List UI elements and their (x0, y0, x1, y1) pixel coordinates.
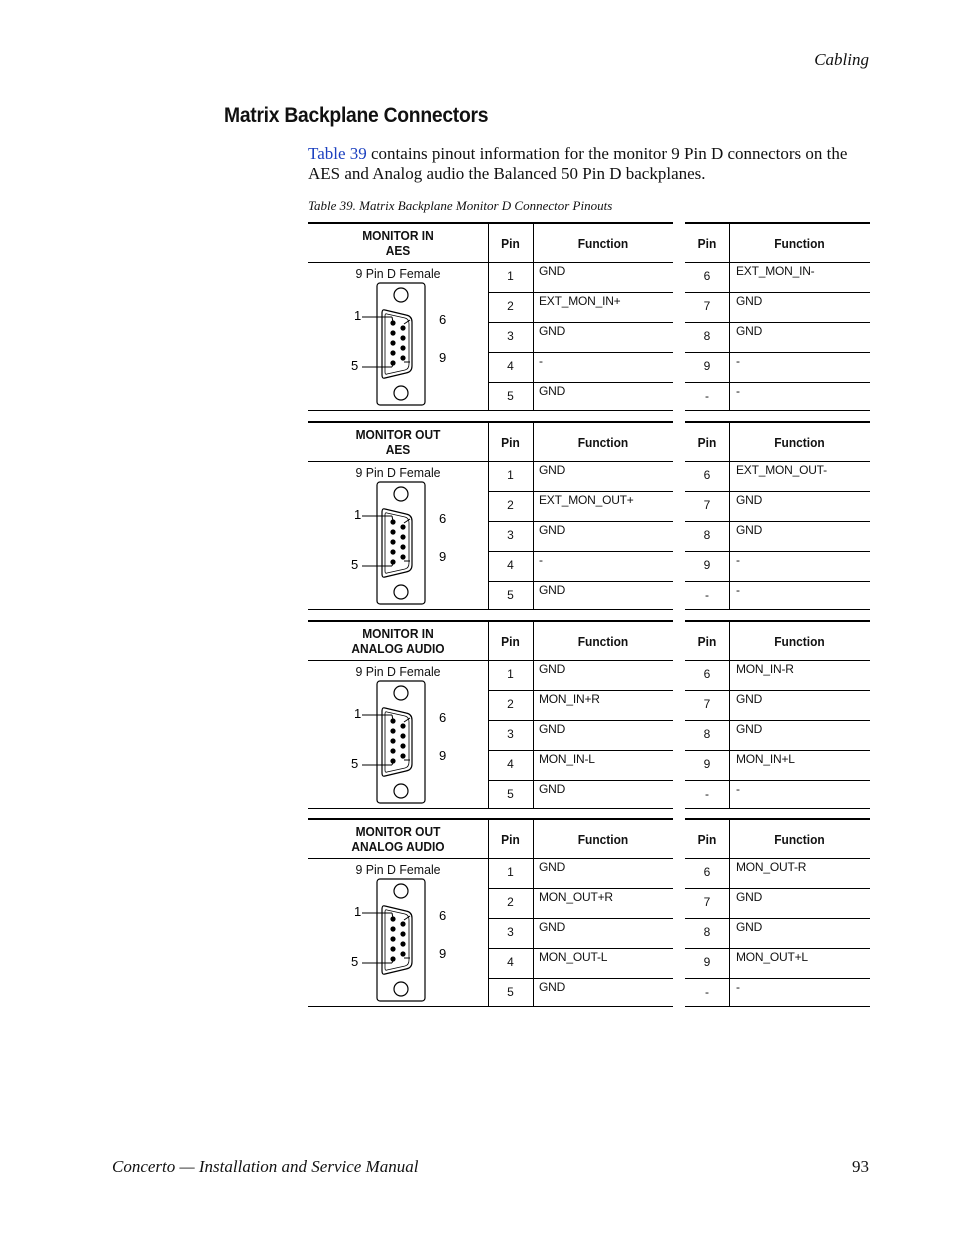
pin-dot-9 (400, 554, 405, 559)
table-header-row (308, 820, 673, 859)
table-header-row (685, 224, 870, 263)
pin-number-label: 6 (439, 908, 447, 923)
pin-number: 1 (507, 865, 514, 879)
pin-function: GND (539, 583, 566, 597)
connector-title-line1: MONITOR OUT (355, 427, 441, 442)
section-heading: Matrix Backplane Connectors (224, 104, 489, 127)
pin-number: 7 (703, 498, 711, 512)
pin-number: 5 (507, 985, 514, 999)
table-row (488, 751, 673, 781)
pin-function: GND (736, 722, 763, 736)
pin-number: - (705, 389, 709, 403)
table-row (685, 353, 870, 383)
connector-type-label: 9 Pin D Female (355, 664, 441, 679)
pin-number-label: 6 (439, 312, 447, 327)
connector-shell (377, 482, 425, 604)
connector-title-line1: MONITOR IN (362, 228, 434, 243)
pin-number-label: 1 (354, 507, 362, 522)
pin-number: - (705, 787, 709, 801)
pinout-table-right (685, 421, 870, 610)
pin-number-label: 5 (351, 954, 359, 969)
pinout-block (308, 818, 870, 1007)
pin-function: GND (539, 324, 566, 338)
pin-number: 6 (703, 468, 711, 482)
pin-number: 3 (507, 925, 514, 939)
pin-function: GND (539, 463, 566, 477)
table-row (685, 582, 870, 611)
pinout-block (308, 421, 870, 610)
pin-number: 5 (507, 787, 514, 801)
pin-column-header: Pin (501, 235, 520, 251)
pin-dot-7 (400, 335, 405, 340)
pin-function: GND (736, 493, 763, 507)
pin-number: 7 (703, 299, 711, 313)
mounting-hole-top (394, 686, 408, 700)
pin-function: - (736, 553, 740, 567)
pin-number: 2 (507, 697, 514, 711)
table-row (685, 552, 870, 582)
table-row (488, 859, 673, 889)
table-header-row (308, 224, 673, 263)
table-header-row (685, 423, 870, 462)
pin-number: 8 (703, 727, 711, 741)
pin-function: MON_OUT-L (539, 950, 608, 964)
pin-number: 1 (507, 269, 514, 283)
pin-number: 1 (507, 667, 514, 681)
pin-number: 9 (703, 955, 711, 969)
table-header-row (308, 622, 673, 661)
pin-function: - (736, 782, 740, 796)
pin-function: GND (539, 722, 566, 736)
table-row (488, 582, 673, 611)
pin-column-header: Pin (501, 831, 520, 847)
pin-number: 3 (507, 528, 514, 542)
connector-title (315, 622, 481, 660)
connector-title-line1: MONITOR IN (362, 626, 434, 641)
table-row (685, 492, 870, 522)
pin-number: 2 (507, 895, 514, 909)
pin-number-label: 6 (439, 710, 447, 725)
table-row (685, 751, 870, 781)
table-row (685, 919, 870, 949)
pin-number-label: 1 (354, 706, 362, 721)
connector-title-line1: MONITOR OUT (355, 824, 441, 839)
table-caption: Table 39. Matrix Backplane Monitor D Connector Pinouts (308, 198, 613, 213)
pin-number: - (705, 985, 709, 999)
table-row (488, 492, 673, 522)
pin-dot-3 (390, 539, 395, 544)
pin-function: MON_IN+R (539, 692, 600, 706)
function-column-header: Function (577, 831, 629, 847)
table-row (488, 721, 673, 751)
function-column-header: Function (774, 831, 825, 847)
pinout-table-left (308, 620, 673, 809)
pin-number: 7 (703, 895, 711, 909)
mounting-hole-bottom (394, 585, 408, 599)
connector-title-line2: ANALOG AUDIO (351, 839, 445, 854)
connector-shell (377, 283, 425, 405)
pin-number-label: 9 (439, 946, 447, 961)
pin-dot-7 (400, 534, 405, 539)
table-row (488, 949, 673, 979)
pin-dot-8 (400, 743, 405, 748)
pin-dot-9 (400, 951, 405, 956)
table-row (488, 889, 673, 919)
pin-number: 2 (507, 299, 514, 313)
pin-number: 8 (703, 925, 711, 939)
pin-column-header: Pin (697, 633, 717, 649)
pin-number: 6 (703, 269, 711, 283)
table-row (685, 889, 870, 919)
pin-number-label: 5 (351, 358, 359, 373)
connector-shell (377, 681, 425, 803)
intro-text: contains pinout information for the monitor 9 Pin D connectors on the AES and Analog audio the Balanced 50 Pin D backplanes. (308, 144, 848, 183)
table-row (488, 323, 673, 353)
pin-number: 4 (507, 359, 514, 373)
pin-number: 2 (507, 498, 514, 512)
table-row (685, 979, 870, 1008)
intro-paragraph (308, 144, 873, 184)
function-column-header: Function (577, 434, 629, 450)
table-row (488, 263, 673, 293)
connector-title (315, 224, 481, 262)
connector-title-line2: ANALOG AUDIO (351, 641, 445, 656)
pin-number: 9 (703, 558, 711, 572)
pinout-block (308, 222, 870, 411)
table-header-row (685, 622, 870, 661)
pin-number: - (705, 588, 709, 602)
pin-dot-8 (400, 941, 405, 946)
pin-dot-2 (390, 330, 395, 335)
pin-dot-9 (400, 355, 405, 360)
table-row (488, 462, 673, 492)
pin-number-label: 9 (439, 549, 447, 564)
mounting-hole-top (394, 884, 408, 898)
pin-number: 9 (703, 359, 711, 373)
page-number: 93 (852, 1157, 869, 1176)
pin-function: GND (736, 692, 763, 706)
function-column-header: Function (774, 235, 825, 251)
pin-column-header: Pin (697, 235, 717, 251)
pin-number: 8 (703, 329, 711, 343)
pin-function: MON_OUT+L (736, 950, 808, 964)
pin-dot-2 (390, 529, 395, 534)
pin-function: EXT_MON_IN+ (539, 294, 621, 308)
pin-function: GND (736, 920, 763, 934)
table-row (488, 661, 673, 691)
pin-number: 4 (507, 558, 514, 572)
pin-dot-8 (400, 345, 405, 350)
table-row (685, 522, 870, 552)
connector-diagram (344, 479, 454, 607)
pin-number: 3 (507, 727, 514, 741)
table-row (685, 383, 870, 412)
pin-number: 5 (507, 389, 514, 403)
table-row (685, 859, 870, 889)
connector-title-line2: AES (385, 243, 411, 258)
pin-dot-7 (400, 733, 405, 738)
pin-dot-4 (390, 350, 395, 355)
pin-number: 7 (703, 697, 711, 711)
running-header: Cabling (814, 50, 869, 69)
pin-dot-6 (400, 524, 405, 529)
pin-number-label: 9 (439, 748, 447, 763)
pin-dot-8 (400, 544, 405, 549)
function-column-header: Function (577, 633, 629, 649)
pin-dot-2 (390, 728, 395, 733)
table-row (685, 661, 870, 691)
pin-number: 3 (507, 329, 514, 343)
pin-dot-3 (390, 340, 395, 345)
table-header-row (685, 820, 870, 859)
pin-number: 9 (703, 757, 711, 771)
table-row (488, 293, 673, 323)
pin-number: 1 (507, 468, 514, 482)
table-row (488, 353, 673, 383)
pin-column-header: Pin (697, 434, 717, 450)
pin-number: 5 (507, 588, 514, 602)
table-row (685, 323, 870, 353)
pin-dot-6 (400, 723, 405, 728)
pin-dot-4 (390, 549, 395, 554)
connector-type-label: 9 Pin D Female (355, 862, 441, 877)
pin-number: 6 (703, 865, 711, 879)
pin-number-label: 5 (351, 557, 359, 572)
table-row (488, 919, 673, 949)
pin-function: EXT_MON_OUT- (736, 463, 827, 477)
pin-number: 8 (703, 528, 711, 542)
pin-number: 4 (507, 955, 514, 969)
connector-title (315, 423, 481, 461)
pin-function: MON_OUT-R (736, 860, 807, 874)
pin-function: GND (539, 384, 566, 398)
pin-function: - (736, 980, 740, 994)
connector-type-label: 9 Pin D Female (355, 266, 441, 281)
pin-dot-6 (400, 325, 405, 330)
pinout-table-right (685, 222, 870, 411)
table-row (685, 691, 870, 721)
pin-number: 6 (703, 667, 711, 681)
pin-function: EXT_MON_IN- (736, 264, 815, 278)
connector-diagram (344, 876, 454, 1004)
pin-column-header: Pin (501, 434, 520, 450)
mounting-hole-top (394, 288, 408, 302)
pin-dot-7 (400, 931, 405, 936)
pin-function: MON_OUT+R (539, 890, 613, 904)
table-row (685, 721, 870, 751)
function-column-header: Function (774, 434, 825, 450)
table-row (685, 263, 870, 293)
pin-column-header: Pin (501, 633, 520, 649)
pin-number: 4 (507, 757, 514, 771)
connector-diagram (344, 678, 454, 806)
pin-function: GND (539, 782, 566, 796)
mounting-hole-bottom (394, 386, 408, 400)
function-column-header: Function (774, 633, 825, 649)
connector-d-body (382, 509, 412, 577)
pin-function: GND (736, 294, 763, 308)
pinout-table-left (308, 421, 673, 610)
connector-d-body (382, 310, 412, 378)
table-row (488, 781, 673, 810)
connector-type-label: 9 Pin D Female (355, 465, 441, 480)
connector-title-line2: AES (385, 442, 411, 457)
pin-dot-9 (400, 753, 405, 758)
connector-d-body (382, 708, 412, 776)
footer-manual-title: Concerto — Installation and Service Manual (112, 1157, 419, 1176)
pin-function: MON_IN+L (736, 752, 795, 766)
pinout-table-left (308, 222, 673, 411)
pin-number-label: 9 (439, 350, 447, 365)
pin-function: - (539, 354, 543, 368)
table-reference-link[interactable]: Table 39 (308, 144, 367, 163)
pin-dot-3 (390, 738, 395, 743)
pinout-block (308, 620, 870, 809)
table-row (488, 691, 673, 721)
mounting-hole-bottom (394, 982, 408, 996)
table-row (685, 293, 870, 323)
pin-function: MON_IN-L (539, 752, 595, 766)
pin-column-header: Pin (697, 831, 717, 847)
pin-function: GND (736, 324, 763, 338)
pin-function: - (736, 583, 740, 597)
pin-function: GND (736, 523, 763, 537)
pinout-table-left (308, 818, 673, 1007)
pin-dot-3 (390, 936, 395, 941)
pin-function: - (539, 553, 543, 567)
pin-function: GND (539, 264, 566, 278)
pin-function: MON_IN-R (736, 662, 794, 676)
table-row (488, 552, 673, 582)
table-row (488, 522, 673, 552)
pin-function: GND (539, 523, 566, 537)
pin-dot-6 (400, 921, 405, 926)
pin-dot-4 (390, 748, 395, 753)
connector-d-body (382, 906, 412, 974)
pin-function: EXT_MON_OUT+ (539, 493, 634, 507)
pinout-table-right (685, 818, 870, 1007)
pin-function: GND (539, 920, 566, 934)
pin-number-label: 1 (354, 308, 362, 323)
pin-dot-2 (390, 926, 395, 931)
pin-function: GND (539, 980, 566, 994)
connector-title (315, 820, 481, 858)
table-row (685, 949, 870, 979)
pin-function: GND (539, 662, 566, 676)
connector-diagram (344, 280, 454, 408)
pinout-table-right (685, 620, 870, 809)
table-row (685, 781, 870, 810)
function-column-header: Function (577, 235, 629, 251)
mounting-hole-top (394, 487, 408, 501)
connector-shell (377, 879, 425, 1001)
pin-function: GND (539, 860, 566, 874)
table-header-row (308, 423, 673, 462)
pin-function: - (736, 384, 740, 398)
mounting-hole-bottom (394, 784, 408, 798)
pin-dot-4 (390, 946, 395, 951)
pin-number-label: 1 (354, 904, 362, 919)
pin-number-label: 5 (351, 756, 359, 771)
table-row (488, 979, 673, 1008)
pin-number-label: 6 (439, 511, 447, 526)
pin-function: GND (736, 890, 763, 904)
table-row (685, 462, 870, 492)
table-row (488, 383, 673, 412)
pin-function: - (736, 354, 740, 368)
